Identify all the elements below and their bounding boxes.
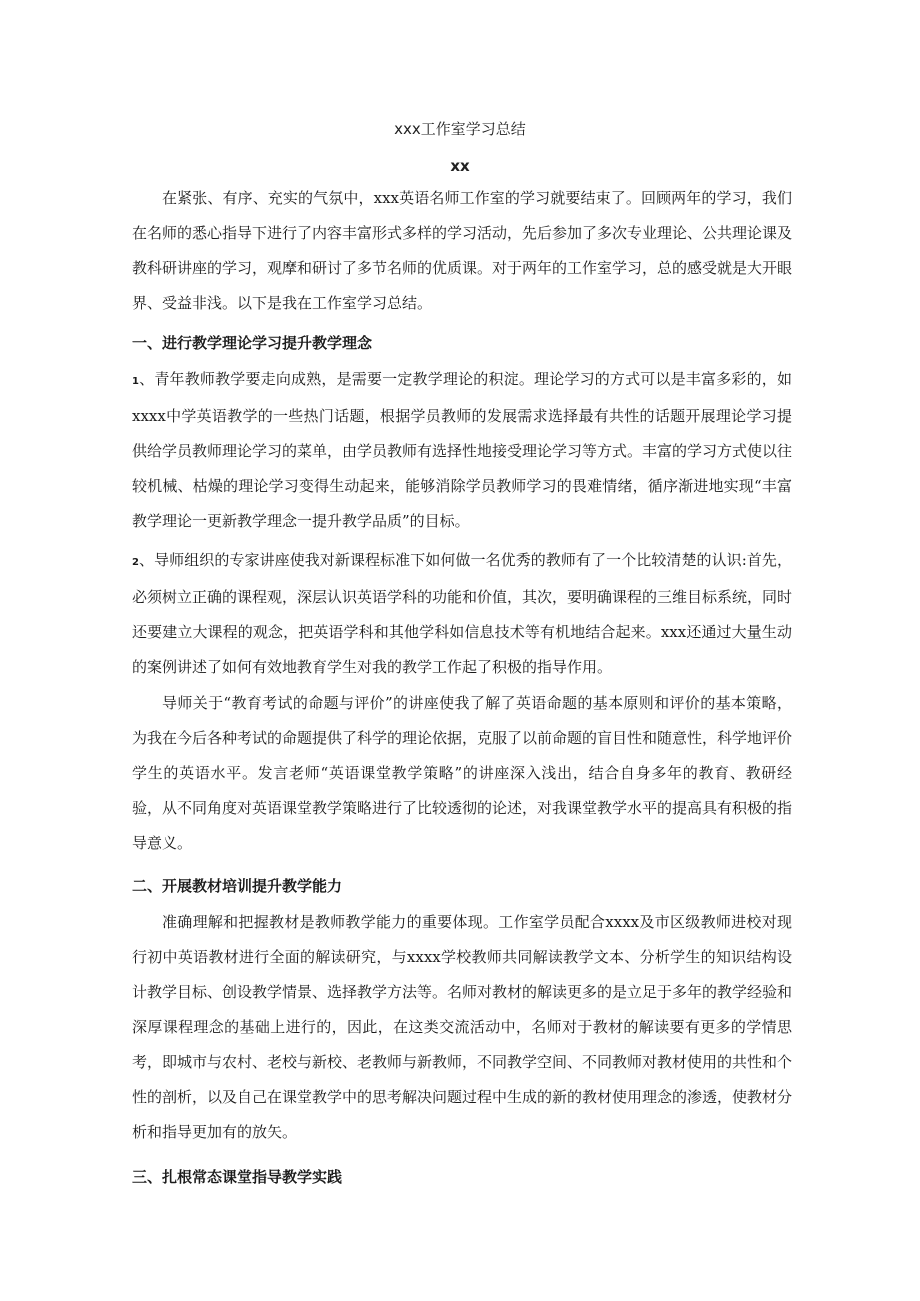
section-2-paragraph: 准确理解和把握教材是教师教学能力的重要体现。工作室学员配合xxxx及市区级教师进校对现行初中英语教材进行全面的解读研究，与xxxx学校教师共同解读教学文本、分析学生的知识结构设计教学目标、创设教学情景、选择教学方法等。名师对教材的解读更多的是立足于多年的教学经验和深厚课程理念的基础上进行的，因此，在这类交流活动中，名师对于教材的解读要有更多的学情思考，即城市与农村、老校与新校、老教师与新教师，不同教学空间、不同教师对教材使用的共性和个性的剖析，以及自己在课堂教学中的思考解决问题过程中生成的新的教材使用理念的渗透，使教材分析和指导更加有的放矢。 xyxy=(132,913,793,1141)
section-1-heading: 一、进行教学理论学习提升教学理念 xyxy=(132,334,373,352)
section-1-item-1 xyxy=(132,362,792,539)
document-author: xx xyxy=(450,157,470,175)
section-1-paragraph-3: 导师关于“教育考试的命题与评价”的讲座使我了解了英语命题的基本原则和评价的基本策略，为我在今后各种考试的命题提供了科学的理论依据，克服了以前命题的盲目性和随意性，科学地评价学生的英语水平。发言老师“英语课堂教学策略”的讲座深入浅出，结合自身多年的教育、教研经验，从不同角度对英语课堂教学策略进行了比较透彻的论述，对我课堂教学水平的提高具有积极的指导意义。 xyxy=(132,694,793,852)
section-1-item-1-text: 、青年教师教学要走向成熟，是需要一定教学理论的积淀。理论学习的方式可以是丰富多彩的，如xxxx中学英语教学的一些热门话题，根据学员教师的发展需求选择最有共性的话题开展理论学习提供给学员教师理论学习的菜单，由学员教师有选择性地接受理论学习等方式。丰富的学习方式使以往较机械、枯燥的理论学习变得生动起来，能够消除学员教师学习的畏难情绪，循序渐进地实现“丰富教学理论一更新教学理念一提升教学品质”的目标。 xyxy=(132,370,793,530)
section-1-item-2-text: 、导师组织的专家讲座使我对新课程标准下如何做一名优秀的教师有了一个比较清楚的认识:首先，必须树立正确的课程观，深层认识英语学科的功能和价值，其次，要明确课程的三维目标系统，同时还要建立大课程的观念，把英语学科和其他学科如信息技术等有机地结合起来。xxx还通过大量生动的案例讲述了如何有效地教育学生对我的教学工作起了积极的指导作用。 xyxy=(132,551,793,676)
item-number: 1 xyxy=(132,376,139,387)
document-title: xxx工作室学习总结 xyxy=(394,120,526,138)
section-3-heading: 三、扎根常态课堂指导教学实践 xyxy=(132,1168,343,1186)
section-1-item-2 xyxy=(132,543,792,685)
intro-paragraph: 在紧张、有序、充实的气氛中，xxx英语名师工作室的学习就要结束了。回顾两年的学习，我们在名师的悉心指导下进行了内容丰富形式多样的学习活动，先后参加了多次专业理论、公共理论课及教科研讲座的学习，观摩和研讨了多节名师的优质课。对于两年的工作室学习，总的感受就是大开眼界、受益非浅。以下是我在工作室学习总结。 xyxy=(132,189,793,312)
section-2-heading: 二、开展教材培训提升教学能力 xyxy=(132,877,343,895)
item-number: 2 xyxy=(132,557,139,568)
